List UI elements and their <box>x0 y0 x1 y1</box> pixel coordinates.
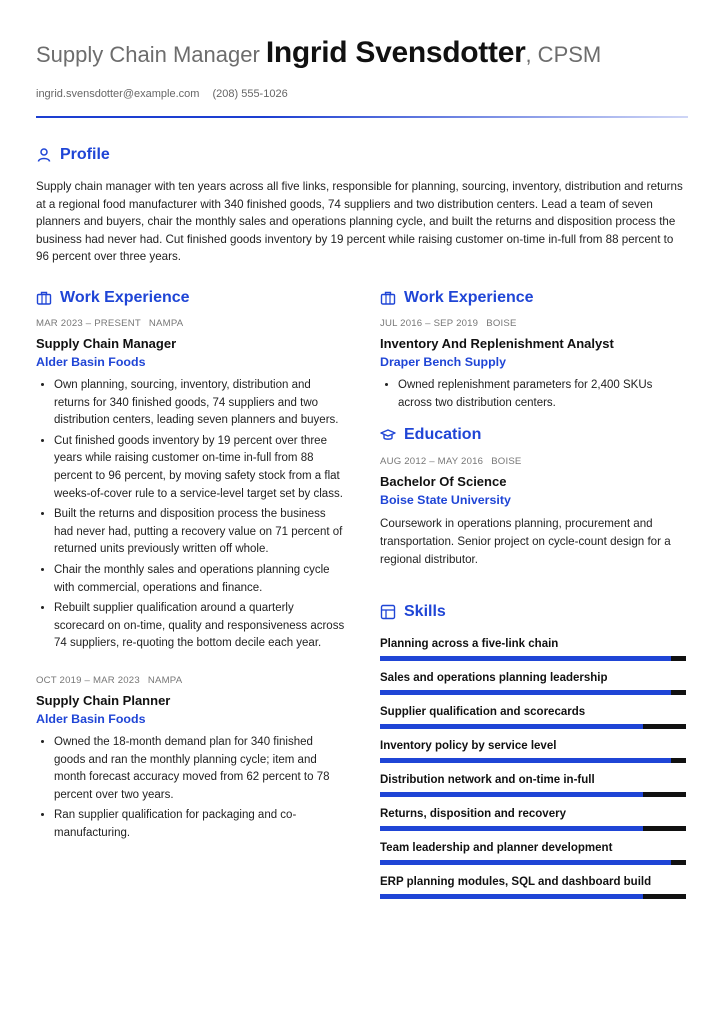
skill-bar <box>380 690 686 695</box>
job-meta <box>36 675 346 686</box>
skills-title: Skills <box>404 603 446 620</box>
education-description: Coursework in operations planning, procurement and transportation. Senior project on cycle-count design for a regional distributor. <box>380 517 671 566</box>
job-bullet: • Rebuilt supplier qualification around a quarterly scorecard on on-time, quality and responsiveness across 74 suppliers, re-quoting the bottom decile each year. <box>54 600 346 653</box>
degree: Bachelor Of Science <box>380 474 507 489</box>
skill-item <box>380 636 688 670</box>
job-dates: MAR 2023 – PRESENT <box>36 318 141 329</box>
right-column <box>380 318 688 415</box>
skill-item <box>380 738 688 772</box>
skill-item <box>380 704 688 738</box>
work-experience-title: Work Experience <box>60 289 190 306</box>
skill-label: Planning across a five-link chain <box>380 638 559 650</box>
phone: (208) 555-1026 <box>212 88 288 100</box>
job-bullet: • Own planning, sourcing, inventory, distribution and returns for 340 finished goods, 74 suppliers and two distribution centers, leading seven planners and buyers. <box>54 377 346 430</box>
skill-label: Supplier qualification and scorecards <box>380 706 586 718</box>
skill-item <box>380 772 688 806</box>
skill-bar-fill <box>380 860 671 865</box>
job-entry <box>380 318 688 412</box>
email: ingrid.svensdotter@example.com <box>36 88 200 100</box>
job-bullet: • Built the returns and disposition process the business had never had, putting a recovery value on 71 percent of returned units previously written off whole. <box>54 506 346 559</box>
skill-bar-fill <box>380 724 643 729</box>
credential: , CPSM <box>525 42 602 67</box>
briefcase-icon <box>380 290 396 306</box>
skill-bar-fill <box>380 758 671 763</box>
education-title: Education <box>404 426 482 443</box>
skills-list <box>380 636 688 908</box>
job-bullet: • Cut finished goods inventory by 19 percent over three years while raising customer on-time in-full from 88 percent to 96 percent, by moving safety stock from a flat weeks-of-cover rule to a service-level target set by class. <box>54 433 346 503</box>
job-bullet: • Owned replenishment parameters for 2,400 SKUs across two distribution centers. <box>398 377 688 412</box>
skill-label: Distribution network and on-time in-full <box>380 774 595 786</box>
job-location: NAMPA <box>148 318 184 329</box>
job-meta <box>36 318 346 329</box>
skill-item <box>380 806 688 840</box>
job-bullet: • Owned the 18-month demand plan for 340 finished goods and ran the monthly planning cycle; item and month forecast accuracy moved from 62 percent to 78 percent over two years. <box>54 734 346 804</box>
skill-label: Team leadership and planner development <box>380 842 613 854</box>
job-bullet: • Ran supplier qualification for packaging and co-manufacturing. <box>54 807 346 842</box>
skill-label: Inventory policy by service level <box>380 740 557 752</box>
candidate-name: Ingrid Svensdotter <box>265 36 526 69</box>
job-company: Alder Basin Foods <box>36 355 146 369</box>
skill-item <box>380 840 688 874</box>
job-entry <box>36 675 346 843</box>
work-experience-heading <box>36 289 190 307</box>
education-location: BOISE <box>491 456 522 467</box>
skill-bar <box>380 758 686 763</box>
skill-bar-fill <box>380 690 671 695</box>
skill-bar <box>380 792 686 797</box>
skills-heading <box>380 603 446 621</box>
education-dates: AUG 2012 – MAY 2016 <box>380 456 484 467</box>
skill-bar-fill <box>380 792 643 797</box>
job-location: BOISE <box>486 318 517 329</box>
job-bullets <box>36 734 346 843</box>
skill-item <box>380 874 688 908</box>
job-role: Supply Chain Planner <box>36 692 171 708</box>
profile-heading <box>36 146 110 164</box>
education-meta <box>380 456 688 467</box>
job-meta <box>380 318 688 329</box>
job-dates: OCT 2019 – MAR 2023 <box>36 674 140 686</box>
job-role: Inventory And Replenishment Analyst <box>380 336 614 351</box>
header-divider <box>36 116 688 118</box>
skill-label: Sales and operations planning leadership <box>380 672 608 684</box>
contact-line <box>36 88 288 100</box>
job-bullets <box>36 377 346 653</box>
skills-grid-icon <box>380 604 396 620</box>
work-experience-left-column <box>36 318 346 845</box>
skill-bar <box>380 860 686 865</box>
profile-title: Profile <box>60 146 110 163</box>
skill-bar <box>380 826 686 831</box>
skill-item <box>380 670 688 704</box>
education-entry <box>380 456 688 568</box>
skill-bar <box>380 724 686 729</box>
work-experience-heading-right <box>380 289 534 307</box>
job-dates: JUL 2016 – SEP 2019 <box>380 318 479 329</box>
job-company: Alder Basin Foods <box>36 711 146 726</box>
profile-summary: Supply chain manager with ten years across all five links, responsible for planning, sourcing, inventory, distribution and returns at a regional food manufacturer with 340 finished goods, 74 suppliers and two distribution centers. Lead a team of seven planners and buyers, chair the monthly sales and operations planning cycle, and built the returns and disposition process the business had never had. Cut finished goods inventory by 19 percent while raising customer on-time in-full from 88 percent to 96 percent over three years. <box>36 180 683 263</box>
job-company: Draper Bench Supply <box>380 355 506 369</box>
education-heading <box>380 426 481 444</box>
person-icon <box>36 147 52 163</box>
school: Boise State University <box>380 493 511 507</box>
job-bullet: • Chair the monthly sales and operations planning cycle with commercial, operations and finance. <box>54 562 346 597</box>
job-location: NAMPA <box>147 674 183 686</box>
skill-bar-fill <box>380 826 643 831</box>
job-bullets <box>380 377 688 412</box>
job-title: Supply Chain Manager <box>36 42 260 67</box>
skill-label: Returns, disposition and recovery <box>380 808 566 820</box>
resume-header <box>36 36 688 70</box>
skill-bar <box>380 894 686 899</box>
job-entry <box>36 318 346 653</box>
skill-label: ERP planning modules, SQL and dashboard build <box>380 876 652 888</box>
graduation-cap-icon <box>380 427 396 443</box>
skill-bar-fill <box>380 894 643 899</box>
job-role: Supply Chain Manager <box>36 336 177 351</box>
skill-bar-fill <box>380 656 671 661</box>
work-experience-title: Work Experience <box>404 289 534 306</box>
briefcase-icon <box>36 290 52 306</box>
skill-bar <box>380 656 686 661</box>
